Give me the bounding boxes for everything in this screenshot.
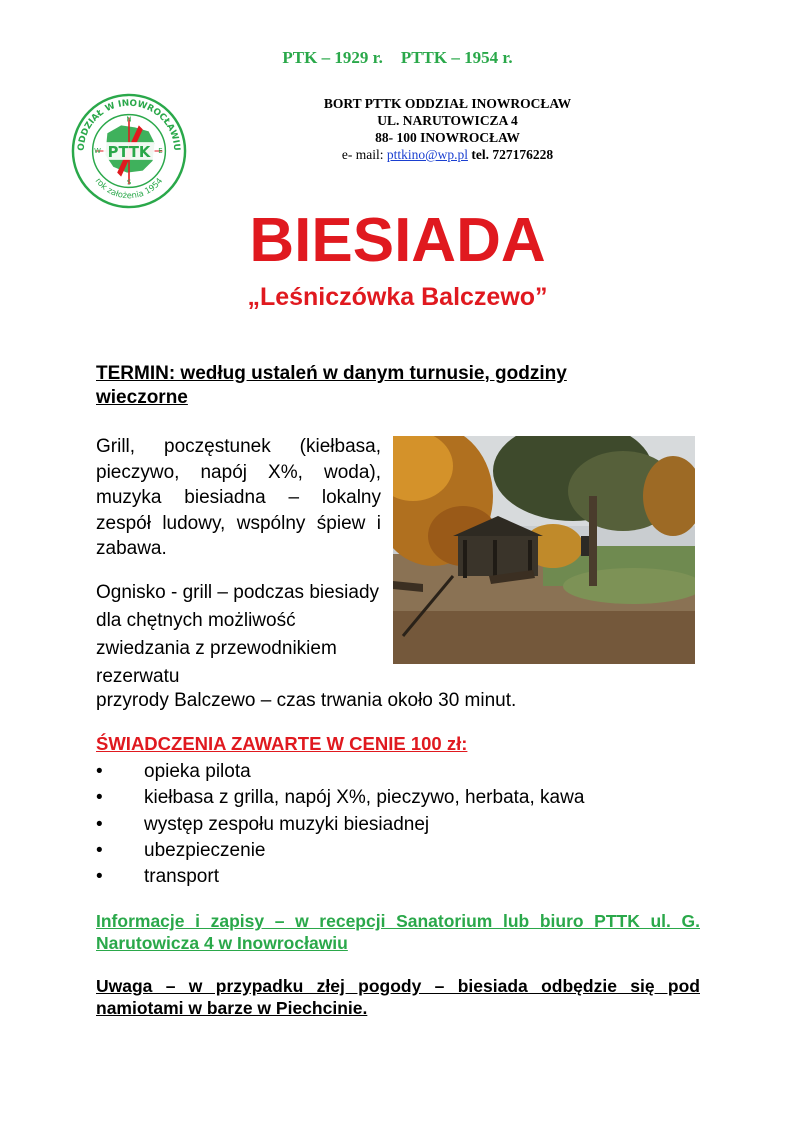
logo-center-text: PTTK (107, 143, 151, 161)
pttk-founding: PTTK – 1954 r. (400, 48, 513, 67)
email-label: e- mail: (341, 147, 384, 162)
street: UL. NARUTOWICZA 4 (377, 113, 518, 128)
contact-line (250, 146, 645, 163)
event-date: TERMIN: według ustaleń w danym turnusie, godziny wieczorne (96, 363, 567, 408)
benefits-list (96, 759, 584, 890)
page-title: BIESIADA (249, 206, 546, 275)
description-paragraph-1: Grill, poczęstunek (kiełbasa, pieczywo, napój X%, woda), muzyka biesiadna – lokalny zespół ludowy, wspólny śpiew i zabawa. (96, 436, 381, 559)
logo-compass-n: N (126, 115, 132, 124)
city: 88- 100 INOWROCŁAW (375, 130, 520, 145)
phone: tel. 727176228 (471, 147, 554, 162)
pttk-logo-icon (70, 92, 188, 210)
logo-compass-e: E (158, 146, 163, 155)
logo-ring-bottom-text: rok założenia 1954 (93, 175, 165, 201)
bullet-icon: • (96, 813, 103, 835)
page-subtitle: „Leśniczówka Balczewo” (247, 283, 548, 311)
benefits-heading: ŚWIADCZENIA ZAWARTE W CENIE 100 zł: (96, 733, 468, 754)
list-item (96, 838, 584, 864)
registration-info: Informacje i zapisy – w recepcji Sanatorium lub biuro PTTK ul. G. Narutowicza 4 w Inowrocławiu (96, 911, 700, 953)
email-link[interactable]: pttkino@wp.pl (386, 147, 468, 162)
contact-address (250, 95, 645, 163)
logo-compass-s: S (126, 178, 132, 187)
bullet-icon: • (96, 839, 103, 861)
founding-years (0, 48, 795, 68)
description-paragraph-2: Ognisko - grill – podczas biesiady dla chętnych możliwość zwiedzania z przewodnikiem rezerwatu (96, 582, 380, 687)
bullet-icon: • (96, 866, 103, 888)
benefit-label: kiełbasa z grilla, napój X%, pieczywo, herbata, kawa (144, 787, 585, 809)
list-item (96, 812, 584, 838)
benefit-label: ubezpieczenie (144, 839, 266, 861)
logo-compass-w: W (94, 146, 101, 155)
benefit-label: występ zespołu muzyki biesiadnej (144, 813, 430, 835)
benefit-label: opieka pilota (144, 761, 251, 782)
bullet-icon: • (96, 761, 103, 782)
org-name: BORT PTTK ODDZIAŁ INOWROCŁAW (323, 96, 572, 111)
forest-picnic-photo-icon (393, 436, 695, 664)
list-item (96, 864, 584, 890)
ptk-founding: PTK – 1929 r. (282, 48, 383, 67)
list-item (96, 759, 584, 785)
list-item (96, 785, 584, 811)
description-paragraph-2-tail: przyrody Balczewo – czas trwania około 30 minut. (96, 690, 517, 711)
logo-ring-top-text: ODDZIAŁ W INOWROCŁAWIU (76, 98, 182, 152)
bullet-icon: • (96, 787, 103, 809)
benefit-label: transport (144, 866, 219, 888)
weather-note: Uwaga – w przypadku złej pogody – biesiada odbędzie się pod namiotami w barze w Piechcinie. (96, 976, 700, 1018)
